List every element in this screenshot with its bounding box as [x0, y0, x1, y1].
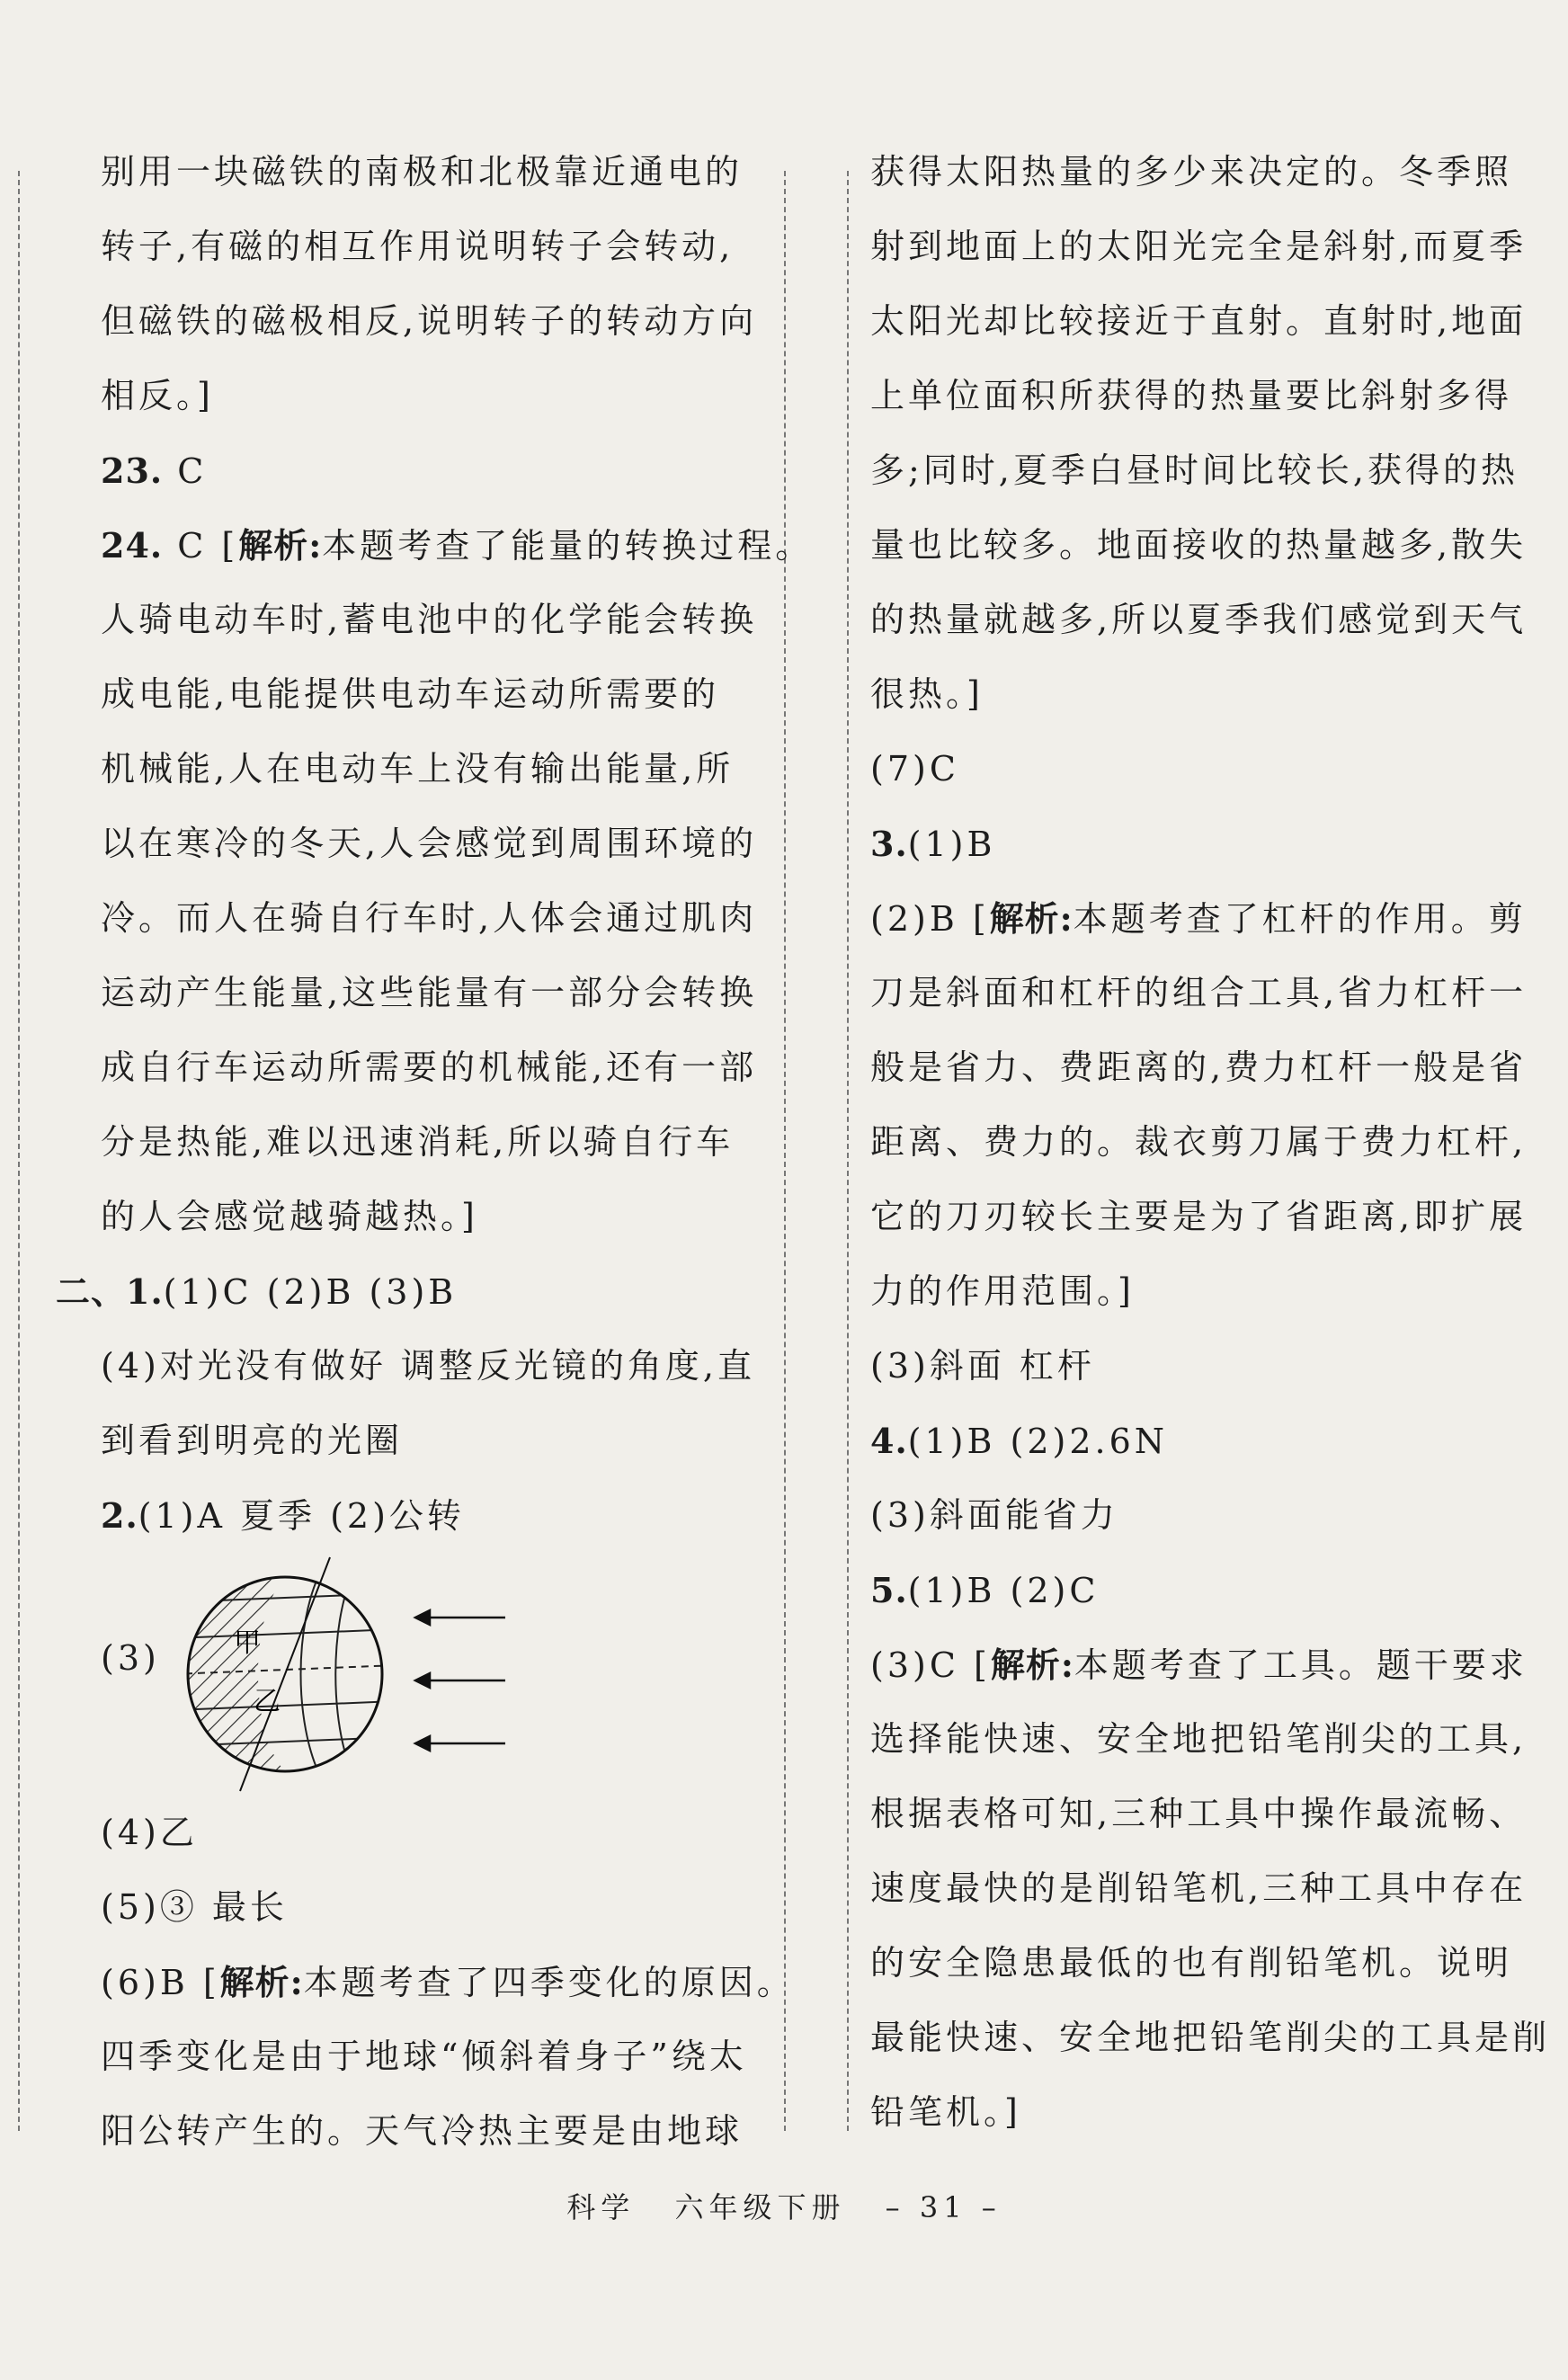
text-line: (7)C: [870, 749, 959, 789]
question-number: 23.: [101, 450, 164, 491]
answer-text: (1)B (2)C: [907, 1571, 1100, 1610]
mark-jia: 甲: [234, 1627, 264, 1659]
text-line: (5)③ 最长: [101, 1887, 288, 1927]
text-line: 根据表格可知,三种工具中操作最流畅、: [870, 1794, 1528, 1833]
text-line: 但磁铁的磁极相反,说明转子的转动方向: [101, 301, 758, 341]
text-line: 别用一块磁铁的南极和北极靠近通电的: [101, 152, 744, 192]
answer-text: (6)B [: [101, 1963, 220, 2002]
text-line: [870, 881, 1527, 956]
right-column: [870, 135, 1551, 2150]
answer-text: (1)B: [907, 825, 996, 864]
text-line: 的热量就越多,所以夏季我们感觉到天气: [870, 600, 1528, 639]
text-line: [101, 1478, 784, 1553]
text-line: 机械能,人在电动车上没有输出能量,所: [101, 749, 735, 789]
text-line: 很热。]: [870, 674, 984, 714]
text-line: (3)斜面能省力: [870, 1495, 1118, 1535]
text-line: 冷。而人在骑自行车时,人体会通过肌肉: [101, 898, 758, 938]
text-line: 选择能快速、安全地把铅笔削尖的工具,: [870, 1719, 1528, 1759]
text-line: (4)乙: [101, 1813, 198, 1852]
text-line: 力的作用范围。]: [870, 1271, 1135, 1311]
text-line: [101, 508, 814, 583]
text-line: [870, 1553, 1518, 1627]
analysis-label: 解析:: [219, 1962, 304, 2002]
question-number: 2.: [101, 1495, 138, 1536]
text-line: 成电能,电能提供电动车运动所需要的: [101, 674, 720, 714]
earth-figure: [101, 1553, 784, 1796]
analysis-text: 本题考查了工具。题干要求: [1074, 1645, 1528, 1685]
column-divider-right: [847, 171, 849, 2131]
analysis-label: 解析:: [990, 1645, 1074, 1685]
text-line: 运动产生能量,这些能量有一部分会转换: [101, 973, 758, 1012]
text-line: 量也比较多。地面接收的热量越多,散失: [870, 525, 1528, 565]
answer-text: C [: [163, 526, 239, 566]
text-line: 般是省力、费距离的,费力杠杆一般是省: [870, 1047, 1528, 1087]
text-line: (3)斜面 杠杆: [870, 1346, 1095, 1386]
page-footer: [0, 2185, 1568, 2226]
text-line: 获得太阳热量的多少来决定的。冬季照: [870, 152, 1513, 192]
text-line: 上单位面积所获得的热量要比斜射多得: [870, 376, 1513, 415]
text-line: [870, 1404, 1518, 1478]
earth-sunlight-diagram: [137, 1553, 568, 1796]
text-line: 的人会感觉越骑越热。]: [101, 1197, 478, 1236]
text-line: [56, 1254, 784, 1329]
question-number: 4.: [870, 1421, 908, 1461]
answer-text: (1)B (2)2.6N: [907, 1422, 1169, 1461]
text-line: 的安全隐患最低的也有削铅笔机。说明: [870, 1943, 1513, 1983]
text-line: 距离、费力的。裁衣剪刀属于费力杠杆,: [870, 1122, 1528, 1162]
analysis-label: 解析:: [989, 898, 1074, 939]
text-line: 以在寒冷的冬天,人会感觉到周围环境的: [101, 824, 758, 863]
text-line: [870, 807, 1518, 881]
text-line: 它的刀刃较长主要是为了省距离,即扩展: [870, 1197, 1528, 1236]
text-line: [101, 433, 784, 508]
question-number: 24.: [101, 525, 164, 566]
analysis-text: 本题考查了杠杆的作用。剪: [1073, 899, 1527, 939]
text-line: 四季变化是由于地球“倾斜着身子”绕太: [101, 2037, 747, 2076]
text-line: 相反。]: [101, 376, 214, 415]
answer-text: (1)C (2)B (3)B: [163, 1272, 458, 1312]
question-number: 3.: [870, 824, 908, 864]
text-line: 转子,有磁的相互作用说明转子会转动,: [101, 227, 735, 266]
sunlight-arrows: [415, 1610, 505, 1751]
text-line: 成自行车运动所需要的机械能,还有一部: [101, 1047, 758, 1087]
answer-text: (1)A 夏季 (2)公转: [138, 1496, 465, 1536]
text-line: 射到地面上的太阳光完全是斜射,而夏季: [870, 227, 1528, 266]
question-number: 二、1.: [56, 1271, 164, 1312]
figure-label: (3): [101, 1638, 160, 1678]
text-line: [101, 1945, 795, 2019]
left-margin-line: [18, 171, 20, 2131]
question-number: 5.: [870, 1570, 908, 1610]
text-line: 太阳光却比较接近于直射。直射时,地面: [870, 301, 1528, 341]
footer-subject: 科学: [566, 2190, 636, 2224]
answer-text: (3)C [: [870, 1645, 991, 1685]
text-line: [870, 1627, 1528, 1702]
left-column: [56, 135, 814, 2169]
column-divider-left: [784, 171, 786, 2131]
text-line: 铅笔机。]: [870, 2092, 1021, 2132]
text-line: 最能快速、安全地把铅笔削尖的工具是削: [870, 2018, 1551, 2057]
text-line: 速度最快的是削铅笔机,三种工具中存在: [870, 1868, 1528, 1908]
text-line: 多;同时,夏季白昼时间比较长,获得的热: [870, 450, 1519, 490]
answer-text: C: [163, 451, 208, 491]
analysis-text: 本题考查了能量的转换过程。: [322, 526, 814, 566]
text-line: 分是热能,难以迅速消耗,所以骑自行车: [101, 1122, 735, 1162]
page-number: – 31 –: [885, 2190, 1002, 2224]
analysis-text: 本题考查了四季变化的原因。: [303, 1963, 795, 2002]
answer-text: (2)B [: [870, 899, 990, 939]
analysis-label: 解析:: [238, 525, 323, 566]
text-line: 刀是斜面和杠杆的组合工具,省力杠杆一: [870, 973, 1528, 1012]
text-line: 阳公转产生的。天气冷热主要是由地球: [101, 2111, 744, 2151]
text-line: 人骑电动车时,蓄电池中的化学能会转换: [101, 600, 758, 639]
text-line: (4)对光没有做好 调整反光镜的角度,直: [101, 1346, 755, 1386]
footer-grade: 六年级下册: [674, 2190, 846, 2224]
text-line: 到看到明亮的光圈: [101, 1421, 404, 1460]
mark-yi: 乙: [254, 1686, 284, 1717]
